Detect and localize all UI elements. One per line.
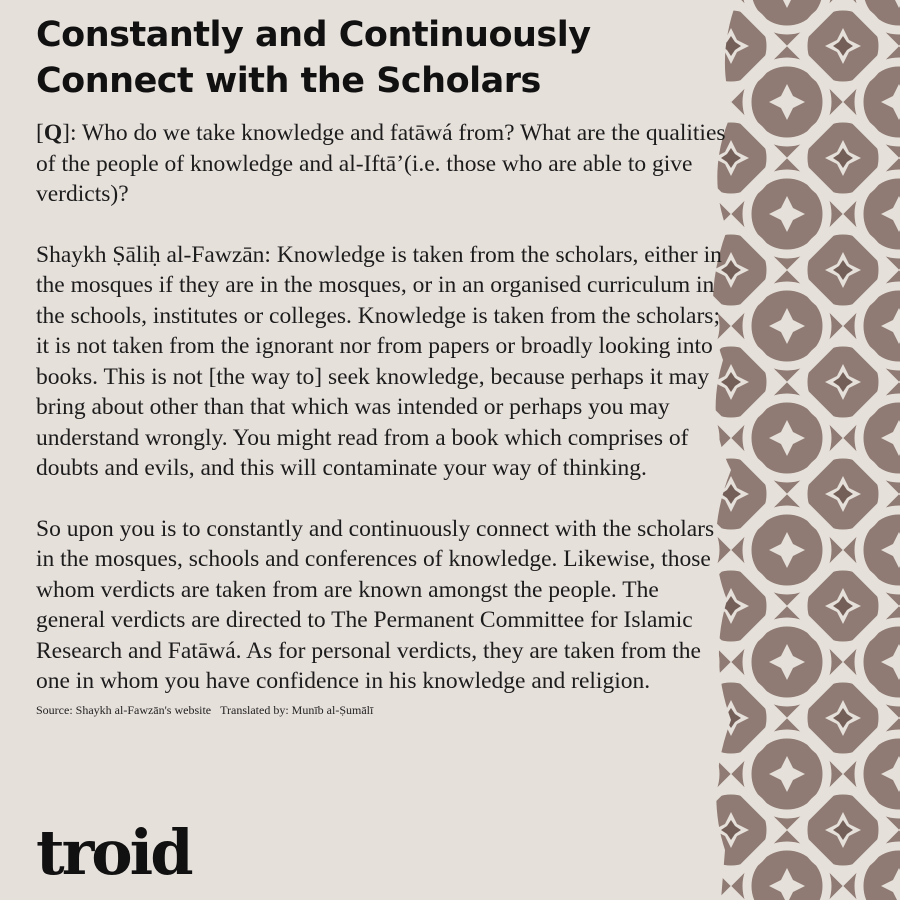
answer-paragraph-1: Shaykh Ṣāliḥ al-Fawzān: Knowledge is taken from the scholars, either in the mosques if they are in the mosques, or in an organised curriculum in the schools, institutes or colleges. Knowledge is taken from the scholars; it is not taken from the ignorant nor from papers or broadly looking into books. This is not [the way to] seek knowledge, because perhaps it may bring about other than that which was intended or perhaps you may understand wrongly. You might read from a book which comprises of doubts and evils, and this will contaminate your way of thinking. [36, 241, 722, 481]
page-title [36, 12, 726, 104]
source-line [36, 703, 726, 718]
question-tag: Q [43, 120, 63, 146]
translator-text: Translated by: Munīb al-Ṣumālī [220, 702, 374, 717]
question-text: : Who do we take knowledge and fatāwá from? What are the qualities of the people of knowledge and al-Iftā’(i.e. those who are able to give verdicts)? [36, 120, 726, 207]
answer-paragraph-2: So upon you is to constantly and continuously connect with the scholars in the mosques, schools and conferences of knowledge. Likewise, those whom verdicts are taken from are known amongst the people. The general verdicts are directed to The Permanent Committee for Islamic Research and Fatāwá. As for personal verdicts, they are taken from the one in whom you have confidence in his knowledge and religion. [36, 515, 715, 694]
troid-logo: troid [36, 816, 191, 889]
title-line-2: Connect with the Scholars [36, 61, 541, 101]
source-text: Source: Shaykh al-Fawzān's website [36, 702, 212, 717]
article [36, 12, 726, 718]
title-line-1: Constantly and Continuously [36, 15, 591, 55]
question-paragraph: [Q]: Who do we take knowledge and fatāwá from? What are the qualities of the people of knowledge and al-Iftā’(i.e. those who are able to give verdicts)? [36, 120, 726, 207]
